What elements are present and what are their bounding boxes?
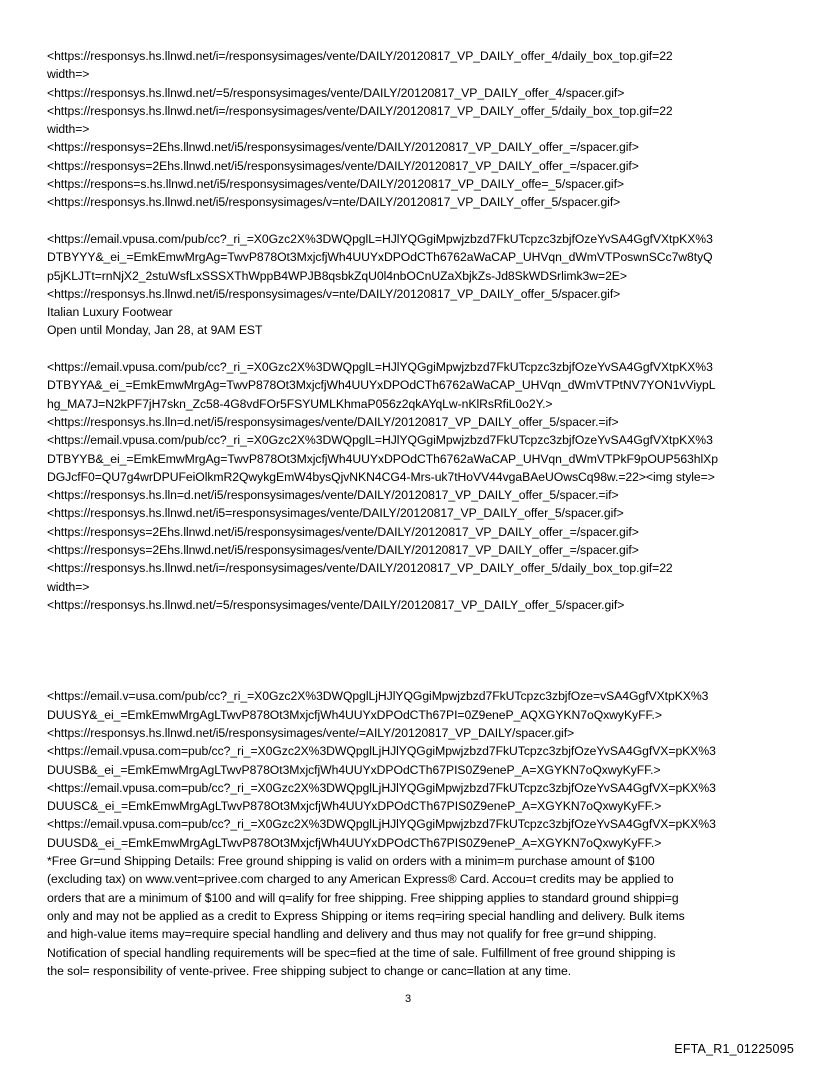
text-line: <https://responsys.hs.llnwd.net/i=/responsysimages/vente/DAILY/20120817_VP_DAILY_offer_5/daily_box_top.gif=22 (47, 103, 673, 118)
shipping-details-line: only and may not be applied as a credit to Express Shipping or items req=iring special handling and delivery. Bulk items (47, 908, 685, 923)
text-line: <https://responsys.hs.llnwd.net/i=/responsysimages/vente/DAILY/20120817_VP_DAILY_offer_4/daily_box_top.gif=22 (47, 49, 673, 63)
text-line: DUUSD&_ei_=EmkEmwMrgAgLTwvP878Ot3MxjcfjWh4UUYxDPOdCTh67PIS0Z9eneP_A=XGYKN7oQxwyKyFF.> (47, 835, 662, 850)
paragraph-gap (47, 212, 787, 230)
shipping-details-line: (excluding tax) on www.vent=privee.com charged to any American Express® Card. Accou=t credits may be applied to (47, 872, 674, 887)
text-line: DTBYYA&_ei_=EmkEmwMrgAg=TwvP878Ot3MxjcfjWh4UUYxDPOdCTh6762aWaCAP_UHVqn_dWmVTPtNV7YON1vViypL (47, 378, 716, 393)
text-line: DTBYYB&_ei_=EmkEmwMrgAg=TwvP878Ot3MxjcfjWh4UUYxDPOdCTh6762aWaCAP_UHVqn_dWmVTPkF9pOUP563hlXp (47, 451, 718, 466)
text-line: <https://email.vpusa.com=pub/cc?_ri_=X0Gzc2X%3DWQpglLjHJlYQGgiMpwjzbzd7FkUTcpzc3zbjfOzeYvSA4GgfVX=pKX%3 (47, 780, 716, 795)
text-line: width=> (47, 579, 90, 594)
text-line: DUUSC&_ei_=EmkEmwMrgAgLTwvP878Ot3MxjcfjWh4UUYxDPOdCTh67PIS0Z9eneP_A=XGYKN7oQxwyKyFF.> (47, 799, 662, 814)
offer-title: Italian Luxury Footwear (47, 305, 173, 320)
text-line: <https://responsys.hs.llnwd.net/=5/responsysimages/vente/DAILY/20120817_VP_DAILY_offer_5/spacer.gif> (47, 597, 625, 612)
shipping-details-line: *Free Gr=und Shipping Details: Free ground shipping is valid on orders with a minim=m purchase amount of $100 (47, 854, 655, 869)
paragraph-gap (47, 340, 787, 358)
shipping-details-line: the sol= responsibility of vente-privee. Free shipping subject to change or canc=llation at any time. (47, 963, 572, 978)
text-line: p5jKLJTt=rnNjX2_2stuWsfLxSSSXThWppB4WPJB8qsbkZqU0l4nbOCnUZaXbjkZs-Jd8SkWDSrlimk3w=2E> (47, 268, 627, 283)
section-gap (47, 614, 787, 687)
text-line: DTBYYY&_ei_=EmkEmwMrgAg=TwvP878Ot3MxjcfjWh4UUYxDPOdCTh6762aWaCAP_UHVqn_dWmVTPoswnSCc7w8tyQ (47, 250, 713, 265)
text-line: <https://email.vpusa.com=pub/cc?_ri_=X0Gzc2X%3DWQpglLjHJlYQGgiMpwjzbzd7FkUTcpzc3zbjfOzeYvSA4GgfVX=pKX%3 (47, 744, 716, 759)
text-line: <https://responsys=2Ehs.llnwd.net/i5/responsysimages/vente/DAILY/20120817_VP_DAILY_offer_=/spacer.gif> (47, 140, 639, 155)
block-shipping-details (47, 687, 787, 980)
shipping-details-line: and high-value items may=require special handling and delivery and thus may not qualify for free gr=und shipping. (47, 927, 657, 942)
text-line: <https://email.vpusa.com=pub/cc?_ri_=X0Gzc2X%3DWQpglLjHJlYQGgiMpwjzbzd7FkUTcpzc3zbjfOzeYvSA4GgfVX=pKX%3 (47, 817, 716, 832)
text-line: <https://responsys.hs.llnwd.net/i=/responsysimages/vente/DAILY/20120817_VP_DAILY_offer_5/daily_box_top.gif=22 (47, 561, 673, 576)
text-line: width=> (47, 122, 90, 137)
text-line: <https://email.vpusa.com/pub/cc?_ri_=X0Gzc2X%3DWQpglL=HJlYQGgiMpwjzbzd7FkUTcpzc3zbjfOzeYvSA4GgfVXtpKX%3 (47, 433, 713, 448)
text-line: <https://responsys.hs.llnwd.net/i5/responsysimages/v=nte/DAILY/20120817_VP_DAILY_offer_5/spacer.gif> (47, 195, 621, 210)
text-line: <https://email.vpusa.com/pub/cc?_ri_=X0Gzc2X%3DWQpglL=HJlYQGgiMpwjzbzd7FkUTcpzc3zbjfOzeYvSA4GgfVXtpKX%3 (47, 360, 713, 375)
document-body (47, 47, 787, 980)
text-line: <https://responsys.hs.llnwd.net/i5=responsysimages/vente/DAILY/20120817_VP_DAILY_offer_5/spacer.gif> (47, 506, 624, 521)
document-id-stamp: EFTA_R1_01225095 (674, 1042, 794, 1056)
shipping-details-line: orders that are a minimum of $100 and will q=alify for free shipping. Free shipping applies to standard ground shippi=g (47, 890, 679, 905)
text-line: hg_MA7J=N2kPF7jH7skn_Zc58-4G8vdFOr5FSYUMLKhmaP056z2qkAYqLw-nKlRsRfiL0o2Y.> (47, 396, 553, 411)
text-line: <https://responsys=2Ehs.llnwd.net/i5/responsysimages/vente/DAILY/20120817_VP_DAILY_offer_=/spacer.gif> (47, 158, 639, 173)
text-line: <https://responsys.hs.llnwd.net/i5/responsysimages/v=nte/DAILY/20120817_VP_DAILY_offer_5/spacer.gif> (47, 286, 621, 301)
text-line: <https://email.v=usa.com/pub/cc?_ri_=X0Gzc2X%3DWQpglLjHJlYQGgiMpwjzbzd7FkUTcpzc3zbjfOze=vSA4GgfVXtpKX%3 (47, 689, 709, 704)
text-line: <https://responsys.hs.llnwd.net/i5/responsysimages/vente/=AILY/20120817_VP_DAILY/spacer.gif> (47, 725, 575, 740)
text-line: DUUSY&_ei_=EmkEmwMrgAgLTwvP878Ot3MxjcfjWh4UUYxDPOdCTh67PI=0Z9eneP_AQXGYKN7oQxwyKyFF.> (47, 707, 662, 722)
text-line: width=> (47, 67, 90, 82)
page-number: 3 (404, 993, 412, 1005)
block-tracking-links (47, 358, 787, 614)
text-line: <https://email.vpusa.com/pub/cc?_ri_=X0Gzc2X%3DWQpglL=HJlYQGgiMpwjzbzd7FkUTcpzc3zbjfOzeYvSA4GgfVXtpKX%3 (47, 231, 713, 246)
block-image-urls (47, 47, 787, 212)
text-line: <https://responsys.hs.llnwd.net/=5/responsysimages/vente/DAILY/20120817_VP_DAILY_offer_4/spacer.gif> (47, 85, 625, 100)
text-line: DGJcfF0=QU7g4wrDPUFeiOlkmR2QwykgEmW4bysQjvNKN4CG4-Mrs-uk7tHoVV44vgaBAeUOwsCq98w.=22><img style=> (47, 469, 715, 484)
text-line: DUUSB&_ei_=EmkEmwMrgAgLTwvP878Ot3MxjcfjWh4UUYxDPOdCTh67PIS0Z9eneP_A=XGYKN7oQxwyKyFF.> (47, 762, 661, 777)
text-line: <https://responsys.hs.lln=d.net/i5/responsysimages/vente/DAILY/20120817_VP_DAILY_offer_5/spacer.=if> (47, 488, 619, 503)
text-line: <https://responsys=2Ehs.llnwd.net/i5/responsysimages/vente/DAILY/20120817_VP_DAILY_offer_=/spacer.gif> (47, 543, 639, 558)
text-line: <https://responsys.hs.lln=d.net/i5/responsysimages/vente/DAILY/20120817_VP_DAILY_offer_5/spacer.=if> (47, 414, 619, 429)
shipping-details-line: Notification of special handling requirements will be spec=fied at the time of sale. Fulfillment of free ground shipping is (47, 945, 676, 960)
block-offer-footwear (47, 230, 787, 340)
text-line: <https://responsys=2Ehs.llnwd.net/i5/responsysimages/vente/DAILY/20120817_VP_DAILY_offer_=/spacer.gif> (47, 524, 639, 539)
offer-deadline: Open until Monday, Jan 28, at 9AM EST (47, 323, 263, 338)
text-line: <https://respons=s.hs.llnwd.net/i5/responsysimages/vente/DAILY/20120817_VP_DAILY_offe=_5/spacer.gif> (47, 177, 624, 192)
